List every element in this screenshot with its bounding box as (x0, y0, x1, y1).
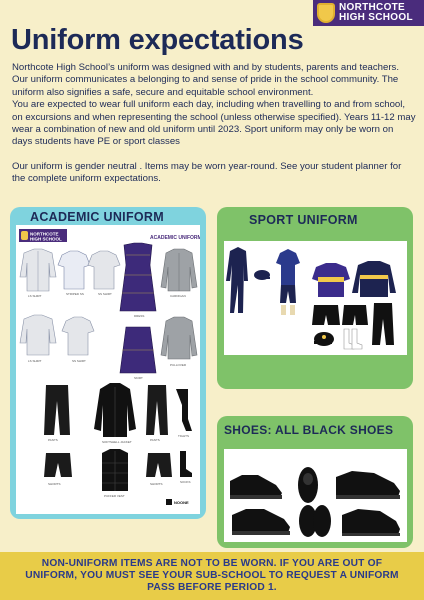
academic-uniform-illustration (16, 225, 200, 514)
intro-paragraph-1: Northcote High School’s uniform was designed with and by students, parents and teachers. Our uniform communicates a belonging to and sense of pride in the school community. The uniform also signifies a safe, secure and equitable school environment. (12, 62, 399, 98)
svg-text:LS SHIRT: LS SHIRT (28, 294, 42, 298)
shoes-title: SHOES: ALL BLACK SHOES (224, 423, 394, 437)
svg-text:STRIPED SS: STRIPED SS (66, 292, 84, 296)
logo-line-1: NORTHCOTE (339, 2, 406, 13)
svg-text:SOFTSHELL JACKET: SOFTSHELL JACKET (102, 440, 132, 444)
svg-text:LS SHIRT: LS SHIRT (28, 359, 42, 363)
svg-text:PUFFER VEST: PUFFER VEST (104, 494, 125, 498)
sport-uniform-image (224, 241, 407, 355)
school-crest-icon (317, 3, 335, 23)
sport-uniform-illustration (224, 241, 407, 355)
uniform-warning-footer (0, 552, 424, 600)
cardigan-icon (161, 249, 197, 291)
academic-uniform-panel (10, 207, 206, 519)
page-title: Uniform expectations (11, 24, 304, 56)
ls-shirt-icon (20, 249, 56, 291)
svg-text:SKIRT: SKIRT (134, 376, 143, 380)
svg-text:SHORTS: SHORTS (150, 482, 163, 486)
puffer-vest-icon (102, 449, 128, 491)
shoes-image (224, 449, 407, 542)
svg-text:SS SHIRT: SS SHIRT (98, 292, 112, 296)
sneaker-icon (336, 471, 400, 499)
sport-cap-icon (314, 332, 334, 346)
brand-mark: NOONE (174, 500, 189, 505)
socks-icon (180, 451, 192, 477)
svg-text:SS SHIRT: SS SHIRT (72, 359, 86, 363)
sport-polo-icon (312, 263, 350, 297)
tights-icon (176, 389, 192, 431)
svg-text:PULLOVER: PULLOVER (170, 363, 187, 367)
white-socks-icon (344, 329, 362, 349)
polo-and-shorts-icon (276, 249, 300, 315)
svg-text:SOCKS: SOCKS (180, 480, 191, 484)
shorts-icon (44, 453, 72, 477)
shoes-panel (217, 416, 413, 548)
svg-text:SHORTS: SHORTS (48, 482, 61, 486)
sneaker-2-icon (342, 509, 400, 536)
school-shoe-icon (230, 475, 282, 499)
shoe-top-view-icon (298, 467, 318, 503)
svg-text:PANTS: PANTS (150, 438, 160, 442)
tracksuit-icon (226, 247, 248, 313)
sport-jacket-icon (352, 261, 396, 297)
pants-icon (44, 385, 70, 435)
striped-shirt-icon (58, 251, 90, 289)
pants-2-icon (146, 385, 168, 435)
ss-shirt-2-icon (62, 317, 94, 355)
shorts-2-icon (146, 453, 172, 477)
lace-up-shoe-icon (232, 509, 290, 535)
cap-icon (254, 270, 270, 280)
svg-text:DRESS: DRESS (134, 314, 145, 318)
svg-text:PANTS: PANTS (48, 438, 58, 442)
sport-shorts-icon (312, 305, 368, 325)
footer-text: NON-UNIFORM ITEMS ARE NOT TO BE WORN. IF YOU ARE OUT OF UNIFORM, YOU MUST SEE YOUR SUB-SCHOOL TO REQUEST A UNIFORM PASS BEFORE PERIOD 1. (25, 558, 399, 593)
svg-text:CARDIGAN: CARDIGAN (170, 294, 186, 298)
skirt-icon (120, 327, 156, 373)
black-shoes-illustration (224, 449, 407, 542)
academic-uniform-image (16, 225, 200, 514)
academic-uniform-title: ACADEMIC UNIFORM (30, 210, 164, 224)
sport-uniform-panel (217, 207, 413, 389)
mini-logo-line-2: HIGH SCHOOL (30, 236, 62, 242)
pullover-icon (161, 317, 197, 359)
ls-shirt-2-icon (20, 315, 56, 355)
shoe-pair-icon (299, 505, 331, 537)
logo-line-2: HIGH SCHOOL (339, 12, 413, 23)
intro-paragraph-2: You are expected to wear full uniform each day, including when travelling to and from school, on excursions and when representing the school (unless otherwise specified). Years 11-12 may wear a combination of new and old uniform until 2023. Sport uniform may only be worn on days students have PE or sport classes (12, 99, 416, 148)
ss-shirt-icon (88, 251, 120, 289)
image-heading: ACADEMIC UNIFORM (150, 235, 200, 241)
mini-logo-line-1: NORTHCOTE (30, 231, 59, 237)
svg-text:TIGHTS: TIGHTS (178, 434, 189, 438)
school-logo (313, 0, 424, 26)
intro-text (12, 62, 416, 186)
track-pants-icon (372, 303, 394, 345)
dress-icon (120, 243, 156, 311)
softshell-jacket-icon (94, 383, 136, 437)
sport-uniform-title: SPORT UNIFORM (249, 213, 358, 227)
intro-paragraph-3: Our uniform is gender neutral . Items may be worn year-round. See your student planner for the complete uniform expectations. (12, 160, 402, 185)
